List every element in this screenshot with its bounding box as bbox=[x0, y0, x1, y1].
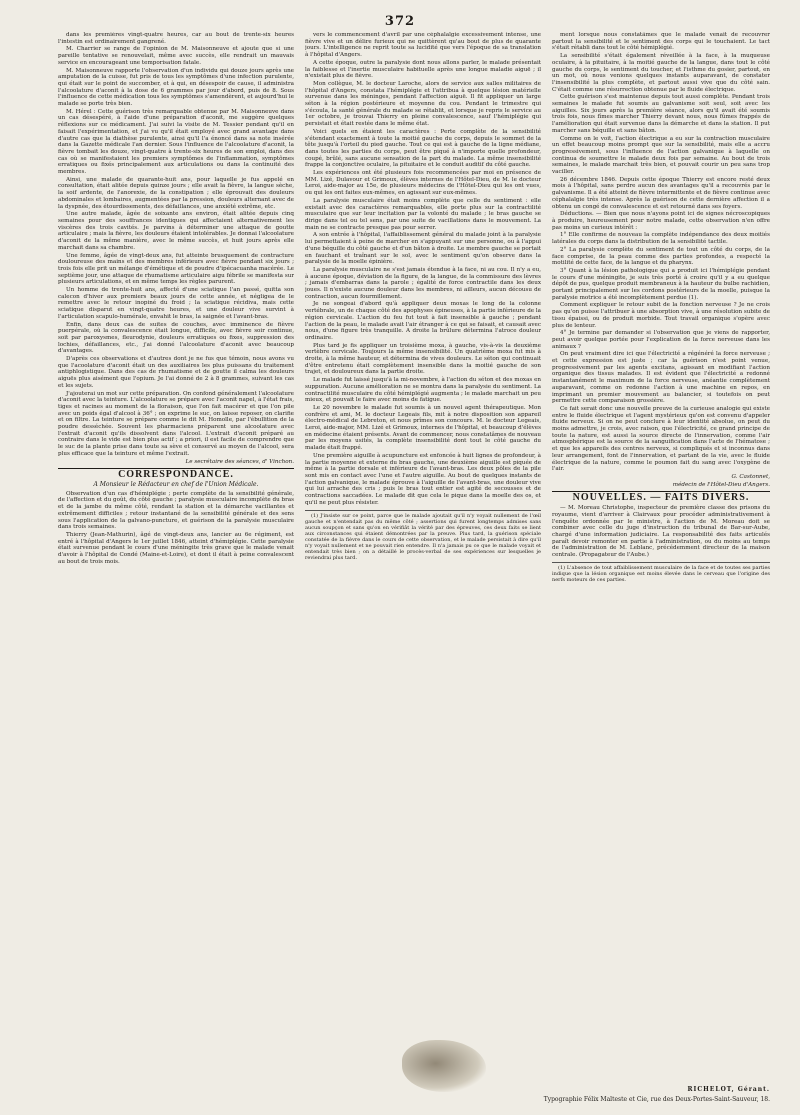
paragraph: La sensibilité s'était également réveillée à la face, à la muqueuse oculaire, à la pituitaire, à la moitié gauche de la langue, dans tout le côté gauche du corps, le sentiment du toucher, et l'isthme du gosier, partout, en un mot, où nous venions quelques instants auparavant, de constater l'insensibilité la plus complète, et partout aussi vive que du côté sain. C'était comme une résurrection obtenue par le fluide électrique. bbox=[552, 53, 770, 93]
paragraph: Les expériences ont été plusieurs fois recommencées par moi en présence de MM. Lizé, Dulavour et Grimoux, élèves internes de l'Hôtel-Dieu, de M. le docteur Leroi, aide-major au 15e, de plusieurs médecins de l'Hôtel-Dieu qui les ont vues, ou qui les ont faites eux-mêmes, en agissant sur eux-mêmes. bbox=[305, 170, 541, 197]
paragraph: Cette guérison s'est maintenue depuis tout aussi complète. Pendant trois semaines le malade fut soumis au galvanisme soit seul, soit avec les aiguilles. Six jours après la première séance, alors qu'il avait été soumis trois fois, nous fîmes marcher Thierry devant nous, nous fûmes frappés de l'amélioration qui était survenue dans la démarche et dans la station. Il put marcher sans béquille et sans bâton. bbox=[552, 94, 770, 134]
paragraph: A cette époque, outre la paralysie dont nous allons parler, le malade présentait la faiblesse et l'inertie musculaire habituelle après une longue maladie aiguë ; il n'existait plus de fièvre. bbox=[305, 59, 541, 80]
paragraph: Voici quels en étaient les caractères : Perte complète de la sensibilité s'étendant exactement à toute la moitié gauche du corps, depuis le sommet de la tête jusqu'à l'orteil du pied gauche. Tout ce qui est à gauche de la ligne médiane, dans toutes les parties du corps, peut être piqué à n'importe quelle profondeur, coupé, brûlé, sans aucune sensation de la part du malade. La même insensibilité frappe la conjonctive oculaire, la pituitaire et le conduit auditif du côté gauche. bbox=[305, 128, 541, 169]
paragraph: — M. Moreau Christophe, inspecteur de première classe des prisons du royaume, vient d'arriver à Clairvaux pour procéder administrativement à l'enquête ordonnée par le ministre, à l'action de M. Moreau doit se combiner avec celle du juge d'instruction du tribunal de Bar-sur-Aube, chargé d'une information judiciaire. La responsabilité des faits articulés paraît devoir remonter en partie à l'administration, ou du moins au temps de l'administration de M. Leblanc, précédemment directeur de la maison centrale. (Propagateur de l'Aube.) bbox=[552, 505, 770, 559]
paragraph: 1° Elle confirme de nouveau la complète indépendance des deux moitiés latérales du corps dans la distribution de la sensibilité tactile. bbox=[552, 232, 770, 246]
paragraph: J'ajouterai un mot sur cette préparation. On confond généralement l'alcoolature d'aconit avec la teinture. L'alcoolature se prépare avec l'aconit napel, à l'état frais, tiges et racines au moment de la floraison, que l'on fait macérer et que l'on pile avec un poids égal d'alcool à 36° ; on exprime le suc, on laisse reposer, on clarifie et on filtre. La teinture se prépare comme le dit M. Homolle, par l'ébullition de la poudre desséchée. Souvent les pharmaciens préparent une alcoolature avec l'extrait d'aconit qu'ils dissolvent dans l'alcool. L'extrait d'aconit préparé au contraire dans le vide est bien plus actif ; a priori, il est facile de comprendre que le suc de la plante prise dans toute sa sève et conservé au moyen de l'alcool, sera plus efficace que la teinture et même l'extrait. bbox=[58, 390, 294, 457]
paragraph: La paralysie musculaire était moins complète que celle du sentiment : elle existait avec des caractères remarquables, elle porte plus sur la contractilité musculaire que sur leur incitation par la volonté du malade ; le bras gauche se dirige dans tel ou tel sens, par une suite de vacillations dans le mouvement. La main ne se contracte presque pas pour serrer. bbox=[305, 197, 541, 231]
paragraph: Le 20 novembre le malade fut soumis à un nouvel agent thérapeutique. Mon confrère et ami, M. le docteur Legeais fils, mit à notre disposition son appareil électro-médical de Lebreton, et nous prîmes son concours. M. le docteur Legeais, Leroi, aide-major, MM. Lizé et Grimoux, internes de l'hôpital, et beaucoup d'élèves en médecine étaient présents. Avant de commencer, nous constatâmes de nouveau par les moyens usités, la complète insensibilité dont tout le côté gauche du malade était frappé. bbox=[305, 404, 541, 452]
paragraph: 26 décembre 1846. Depuis cette époque Thierry est encore resté deux mois à l'hôpital, sans perdre aucun des avantages qu'il a recouvrés par le galvanisme. Il a été atteint de fièvre intermittente et de fièvre continue avec céphalalgie très intense. Après la guérison de cette dernière affection il a obtenu un congé de convalescence et est retourné dans ses foyers. bbox=[552, 176, 770, 210]
paragraph: Ainsi, une malade de quarante-huit ans, pour laquelle je fus appelé en consultation, était alitée depuis quinze jours ; elle avait la fièvre, la langue sèche, la soif ardente, de l'anorexie, de la constipation ; elle éprouvait des douleurs abdominales et lombaires, augmentées par la pression, douleurs alternant avec de la dyspnée, des étourdissements, des défaillances, une anxiété extrême, etc. bbox=[58, 176, 294, 210]
gerant-name: RICHELOT, Gérant. bbox=[687, 1086, 770, 1093]
imprint bbox=[544, 1086, 770, 1103]
paragraph: ment lorsque nous constatâmes que le malade venait de recouvrer partout la sensibilité et le sentiment des corps qui le touchaient. Le tact s'était rétabli dans tout le côté hémiplégié. bbox=[552, 32, 770, 52]
paragraph: M. Charrier se range de l'opinion de M. Maisonneuve et ajoute que si une pareille tentative se renouvelait, même avec succès, elle rendrait un mauvais service en encourageant une temporisation fatale. bbox=[58, 46, 294, 66]
author-signature: G. Castonnet, bbox=[731, 474, 770, 480]
paragraph: M. Hérel : Cette guérison très remarquable obtenue par M. Maisonneuve dans un cas désespéré, à l'aide d'une préparation d'aconit, me suggère quelques réflexions sur ce médicament. J'ai suivi la visite de M. Tessier pendant qu'il en faisait l'expérimentation, et j'ai vu qu'il était employé avec grand avantage dans d'autre cas que la diathèse purulente, ainsi qu'il l'a énoncé dans sa note insérée dans la Gazette médicale l'an dernier. Sous l'influence de l'alcoolature d'aconit, la fièvre tombait les douze, vingt-quatre à trente-six heures de son emploi, dans des cas où se manifestaient les premiers symptômes de l'inflammation, symptômes erratiques ou fixés principalement aux articulations ou dans la continuité des membres. bbox=[58, 108, 294, 176]
footnote bbox=[305, 510, 541, 561]
paragraph: La paralysie musculaire ne s'est jamais étendue à la face, ni au cou. Il n'y a eu, à aucune époque, déviation de la figure, de la langue, de la commissure des lèvres ; jamais d'embarras dans la parole ; égalité de force contractile dans les deux joues. Il n'existe aucune douleur dans les membres, ni ailleurs, aucun décousu de contraction, aucun fourmillement. bbox=[305, 266, 541, 300]
paragraph: Mon collègue, M. le docteur Laroche, alors de service aux salles militaires de l'hôpital d'Angers, constata l'hémiplégie et l'attribua à quelque lésion matérielle survenue dans les méninges, pendant l'affection aiguë. Il fit appliquer un large séton à la région postérieure et moyenne du cou. Pendant le trimestre qui s'écoula, la santé générale du malade se rétablit, et lorsque je repris le service au 1er octobre, je trouvai Thierry en pleine convalescence, sauf l'hémiplégie qui persistait et était restée dans le même état. bbox=[305, 80, 541, 128]
correspondance-subheading: A Monsieur le Rédacteur en chef de l'Union Médicale. bbox=[93, 481, 259, 488]
paragraph: Je ne songeai d'abord qu'à appliquer deux moxas le long de la colonne vertébrale, un de chaque côté des apophyses épineuses, à la partie inférieure de la région cervicale. L'action du feu fut tout à fait insensible à gauche ; pendant l'action de la peau, le malade avait l'air étranger à ce qui se faisait, et causait avec nous, d'une figure très tranquille. A droite la brûlure détermina l'atroce douleur ordinaire. bbox=[305, 301, 541, 341]
paragraph: Plus tard je fis appliquer un troisième moxa, à gauche, vis-à-vis la deuxième vertèbre cervicale. Toujours la même insensibilité. Un quatrième moxa fut mis à droite, à la même hauteur, et détermina de vives douleurs. Le séton qui continuait d'être entretenu était complètement insensible dans la moitié gauche de son trajet, et douloureux dans la partie droite. bbox=[305, 342, 541, 376]
secretary-signature: Le secrétaire des séances, d' Vinchon. bbox=[185, 458, 294, 465]
paragraph: On peut vraiment dire ici que l'électricité a régénéré la force nerveuse ; et cette expression est juste ; car la guérison n'est point venue, progressivement par les agents excitans, agissant en modifiant l'action organique des tissus malades. Il est évident que l'électricité a redonné instantanément le maximum de la force nerveuse, anéantie complètement auparavant, comme on redonne l'action à une machine en repos, en imprimant un premier mouvement au balancier, si toutefois on peut permettre cette comparaison grossière. bbox=[552, 351, 770, 405]
paragraph: 3° Quant à la lésion pathologique qui a produit ici l'hémiplégie pendant le cours d'une méningite, je suis très porté à croire qu'il y a eu quelque dépôt de pus, quelque produit membraneux à la hauteur du bulbe rachidien, portant principalement sur les cordons postérieurs de la moelle, puisque la paralysie motrice a été incomplètement perdue (1). bbox=[552, 267, 770, 301]
paragraph: Un homme de trente-huit ans, affecté d'une sciatique l'an passé, quitta son calecon d'hiver aux premiers beaux jours de cette année, et négligea de le remettre avec le retour inopiné du froid ; la sciatique récidiva, mais cette sciatique disparut en vingt-quatre heures, et une douleur vive survint à l'articulation scapulo-humérale, envahit le bras, la saignée et l'avant-bras. bbox=[58, 287, 294, 320]
paragraph: 2° La paralysie complète du sentiment de tout un côté du corps, de la face comprise, de la peau comme des parties profondes, a respecté la motilité de cette face, de la langue et du pharynx. bbox=[552, 246, 770, 267]
paragraph: A son entrée à l'hôpital, l'affaiblissement général du malade joint à la paralysie lui permettaient à peine de marcher en s'appuyant sur une personne, ou à l'appui d'une béquille du côté gauche et d'un bâton à droite. Le membre gauche se portait en fauchant et traînant sur le sol, avec le sentiment qu'on observe dans la paralysie de la moelle épinière. bbox=[305, 232, 541, 266]
paragraph: Enfin, dans deux cas de suites de couches, avec imminence de fièvre puerpérale, où la convalescence était longue, difficile, avec fièvre soir continue, soit par paroxysmes, fleurodynie, douleurs erratiques ou fixes, suppression des lochies, défaillances, etc., j'ai donné l'alcoolature d'aconit avec beaucoup d'avantages. bbox=[58, 321, 294, 355]
footnote bbox=[552, 562, 770, 583]
paragraph: vers le commencement d'avril par une céphalalgie excessivement intense, une fièvre vive et un délire furieux qui ne quittèrent qu'au bout de plus de quarante jours. L'intelligence ne reprit toute sa lucidité que vers l'époque de sa translation à l'hôpital d'Angers. bbox=[305, 32, 541, 59]
paragraph: Ce fait serait donc une nouvelle preuve de la curieuse analogie qui existe entre le fluide électrique et l'agent mystérieux qu'on est convenu d'appeler fluide nerveux. Si on ne peut conclure à leur identité absolue, on peut du moins admettre, je crois, avec raison, que l'électricité, ce grand principe de toute la nature, est aussi la source directe de l'innervation, comme l'air atmosphérique est la source de la sanguification dans l'acte de l'hématose ; et que les appareils des centres nerveux, si compliqués et si inconnus dans leur arrangement, font de l'innervation, et partant de la vie, avec le fluide électrique de la nature, comme le poumon fait du sang avec l'oxygène de l'air. bbox=[552, 405, 770, 473]
paragraph: Une femme, âgée de vingt-deux ans, fut atteinte brusquement de contracture douloureuse des mains et des membres inférieurs avec fièvre pendant six jours ; trois fois elle prit un mélange d'émétique et de poudre d'ipécacuanha macérée. Le septième jour, une attaque de rhumatisme articulaire aigu fébrile se manifesta sur plusieurs articulations, et en même temps les règles parurent. bbox=[58, 252, 294, 286]
paragraph: Thierry (Jean-Mathurin), âgé de vingt-deux ans, lancier au 6e régiment, est entré à l'hôpital d'Angers le 1er juillet 1846, atteint d'hémiplégie. Cette paralysie était survenue pendant le cours d'une méningite très grave que le malade venait d'avoir à l'hôpital de Condé (Maine-et-Loire), et dont il était à peine convalescent au bout de trois mois. bbox=[58, 531, 294, 565]
paragraph: Déductions. — Bien que nous n'ayons point ici de signes nécroscopiques à produire, heureusement pour notre malade, cette observation n'en offre pas moins un curieux intérêt : bbox=[552, 211, 770, 231]
footnote-text: (1) J'insiste sur ce point, parce que le malade ajoutait qu'il n'y voyait nullement de l'œil gauche et n'entendait pas du même côté ; assertions qui furent longtemps admises sans aucun soupçon et sans qu'on en vérifiât la vérité par des épreuves, ces deux faits se lient aux circonstances qui étaient démontrées par la preuve. Plus tard, la guérison spéciale constatée de la fièvre dans le cours de cette observation, et le malade persistait à dire qu'il n'y voyait nullement et ne pouvait rien entendre. Il n'a jamais pu ce que le malade voyait et entendait très bien ; on a détaillé le procès-verbal de ses expériences sur lesquelles je reviendrai plus tard. bbox=[305, 512, 541, 561]
page-number: 372 bbox=[384, 14, 416, 29]
column-right bbox=[552, 32, 770, 1092]
paragraph: Comment expliquer le retour subit de la fonction nerveuse ? Je ne crois pas qu'on puisse l'attribuer à une absorption vive, à une résolution subite de tissu épaissi, ou de produit morbide. Tout travail organique s'opère avec plus de lenteur. bbox=[552, 302, 770, 329]
author-title: médecin de l'Hôtel-Dieu d'Angers. bbox=[672, 481, 770, 488]
news-heading: NOUVELLES. — FAITS DIVERS. bbox=[572, 492, 750, 504]
paragraph: dans les premières vingt-quatre heures, car au bout de trente-six heures l'intestin est ordinairement gangrené. bbox=[58, 32, 294, 45]
paragraph: D'après ces observations et d'autres dont je ne fus que témoin, nous avons vu que l'acoolature d'aconit était un des auxiliaires les plus puissans du traitement antiphlogistique. Dans des cas de rhumatisme et de goutte il calma les douleurs aiguës plus aisément que l'opium. Je l'ai donné de 2 à 8 grammes, suivant les cas et les sujets. bbox=[58, 356, 294, 389]
column-middle bbox=[305, 32, 541, 1092]
paragraph: 4° Je termine par demander si l'observation que je viens de rapporter, peut avoir quelque portée pour l'explication de la force nerveuse dans les animaux ? bbox=[552, 330, 770, 350]
paragraph: Observation d'un cas d'hémiplégie ; perte complète de la sensibilité générale, de l'affection et du goût, du côté gauche ; paralysie musculaire incomplète du bras et de la jambe du même côté, rendant la station et la démarche vacillantes et extrêmement difficiles ; retour instantané de la sensibilité générale et des sens sous l'application de la galvano-puncture, et guérison de la paralysie musculaire dans trois semaines. bbox=[58, 490, 294, 531]
correspondance-heading: CORRESPONDANCE. bbox=[118, 469, 234, 481]
paragraph: Le malade fut laissé jusqu'à la mi-novembre, à l'action du séton et des moxas en suppuration. Aucune amélioration ne se montra dans la paralysie du sentiment. La contractilité musculaire du côté hémiplégié augmenta ; le malade marchait un peu mieux, et pouvait le faire avec moins de fatigue. bbox=[305, 377, 541, 404]
column-left bbox=[58, 32, 294, 1092]
printer-line: Typographie Félix Malteste et Cie, rue des Deux-Portes-Saint-Sauveur, 18. bbox=[543, 1096, 770, 1103]
paragraph: Une autre malade, âgée de soixante ans environ, était alitée depuis cinq semaines pour des souffrances identiques qui affectaient alternativement les viscères des trois cavités. Je parvins à déterminer une attaque de goutte articulaire ; mais la fièvre, les douleurs étaient intolérables. Je donnai l'alcoolature d'aconit de la même manière, avec le même succès, et huit jours après elle marchait dans sa chambre. bbox=[58, 211, 294, 251]
paragraph: Comme on le voit, l'action électrique a eu sur la contraction musculaire un effet beaucoup moins prompt que sur la sensibilité, mais elle a accru progressivement, sous l'influence de l'action galvanique à laquelle on continua de soumettre le malade deux fois par semaine. Au bout de trois semaines, le malade marchait très bien, et pouvait courir un peu sans trop vaciller. bbox=[552, 135, 770, 176]
paragraph: M. Maisonneuve rapporte l'observation d'un individu qui douze jours après une amputation de la cuisse, fut pris de tous les symptômes d'une infection purulente, qui était sur le point de succomber, et à qui, en désespoir de cause, il administra l'alcoolature d'aconit à la dose de 6 grammes par jour d'abord, puis de 8. Sous l'influence de cette médication tous les symptômes s'amendèrent, et aujourd'hui le malade se porte très bien. bbox=[58, 67, 294, 108]
paragraph: Une première aiguille à acupuncture est enfoncée à huit lignes de profondeur, à la partie moyenne et externe du bras gauche, une deuxième aiguille est piquée de même à la partie dorsale et inférieure de l'avant-bras. Les deux pôles de la pile sont mis en contact avec l'une et l'autre aiguille. Au bout de quelques instants de l'action galvanique, le malade éprouve à l'aiguille de l'avant-bras, une douleur vive qui lui arrache des cris ; puis le bras tout entier est agité de secousses et de contractions saccadées. Le malade dit que cela le pique dans la moelle des os, et qu'il ne peut plus résister. bbox=[305, 452, 541, 506]
footnote-text: (1) L'absence de tout affaiblissement musculaire de la face et de toutes ses parties indique que la lésion organique est moins élevée dans le cerveau que l'origine des nerfs moteurs de ces parties. bbox=[552, 564, 770, 583]
